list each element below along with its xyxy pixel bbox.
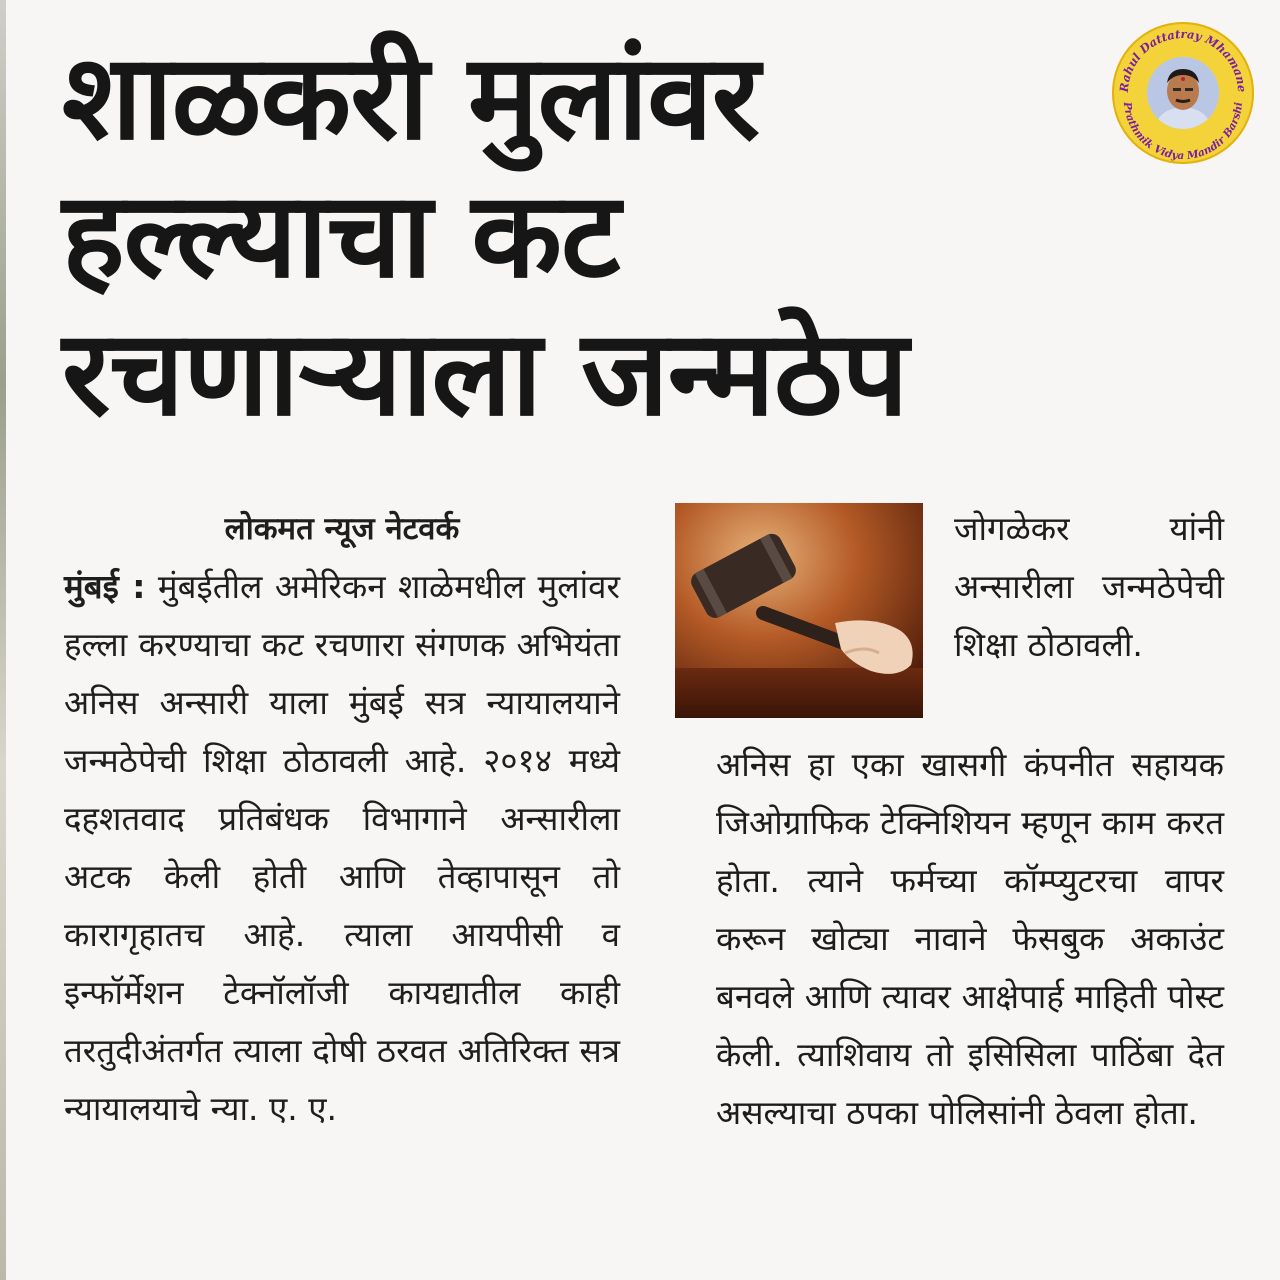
dateline: मुंबई : [64, 567, 146, 606]
article-left-column [64, 500, 620, 1138]
continuation-paragraph: जोगळेकर यांनी अन्सारीला जन्मठेपेची शिक्षा ठोठावली. [954, 509, 1224, 664]
article-right-column-bottom [672, 736, 1224, 1142]
article-right-column-top [954, 500, 1224, 674]
badge-portrait [1147, 57, 1219, 129]
badge-top-text: Rahul Dattatray Mhamane [1116, 26, 1250, 93]
article-lead-paragraph [64, 558, 620, 1138]
scan-edge [0, 0, 6, 1280]
badge-bottom-text: Prathmik Vidya Mandir Barshi [1120, 101, 1245, 163]
headline-line-1: शाळकरी मुलांवर [62, 28, 760, 166]
gavel-illustration [675, 503, 923, 718]
byline: लोकमत न्यूज नेटवर्क [224, 511, 460, 547]
headline-line-3: रचणाऱ्याला जन्मठेप [62, 304, 908, 442]
gavel-photo [675, 503, 923, 718]
headline [62, 28, 1102, 442]
second-paragraph: अनिस हा एका खासगी कंपनीत सहायक जिओग्राफिक टेक्निशियन म्हणून काम करत होता. त्याने फर्मच्या कॉम्प्युटरचा वापर करून खोट्या नावाने फेसबुक अकाउंट बनवले आणि त्यावर आक्षेपार्ह माहिती पोस्ट केली. त्याशिवाय तो इसिसिला पाठिंबा देत असल्याचा ठपका पोलिसांनी ठेवला होता. [716, 745, 1224, 1132]
watermark-badge [1112, 22, 1254, 164]
headline-line-2: हल्ल्याचा कट [62, 166, 620, 304]
lead-body: मुंबईतील अमेरिकन शाळेमधील मुलांवर हल्ला करण्याचा कट रचणारा संगणक अभियंता अनिस अन्सारी याला मुंबई सत्र न्यायालयाने जन्मठेपेची शिक्षा ठोठावली आहे. २०१४ मध्ये दहशतवाद प्रतिबंधक विभागाने अन्सारीला अटक केली होती आणि तेव्हापासून तो कारागृहातच आहे. त्याला आयपीसी व इन्फॉर्मेशन टेक्नॉलॉजी कायद्यातील काही तरतुदीअंतर्गत त्याला दोषी ठरवत अतिरिक्त सत्र न्यायालयाचे न्या. ए. ए. [64, 567, 620, 1128]
